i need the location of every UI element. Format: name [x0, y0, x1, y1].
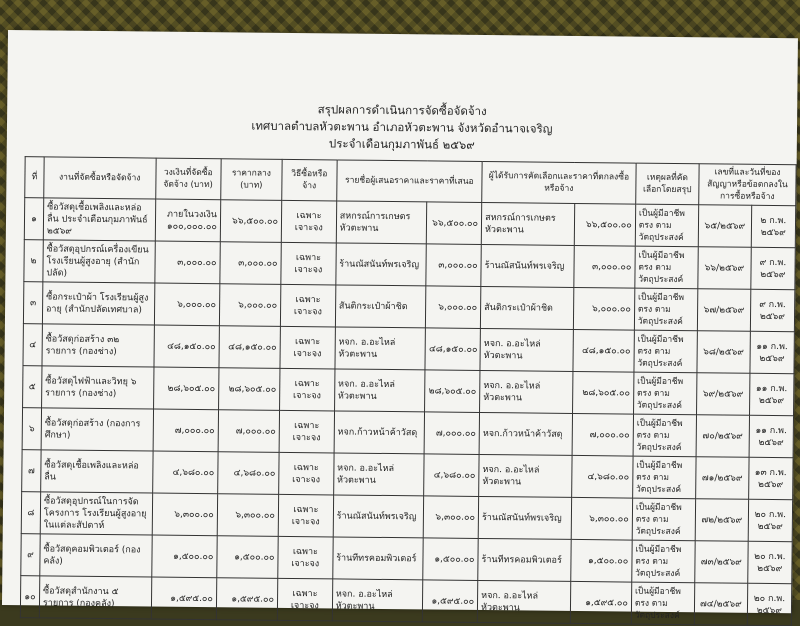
row-contract-date: ๒๐ ก.พ. ๒๕๖๙: [747, 583, 792, 625]
doc-subtitle-month: ประจำเดือนกุมภาพันธ์ ๒๕๖๙: [328, 136, 475, 152]
col-header-bidders: รายชื่อผู้เสนอราคาและราคาที่เสนอ: [336, 160, 482, 203]
row-item: ซื้อวัสดุก่อสร้าง ๓๒ รายการ (กองช่าง): [42, 324, 154, 367]
document-page: [2, 30, 798, 621]
row-bid-price: ๑,๕๐๐.๐๐: [423, 538, 478, 581]
row-item: ซื้อวัสดุคอมพิวเตอร์ (กองคลัง): [40, 534, 152, 577]
row-contract-date: ๑๓ ก.พ. ๒๕๖๙: [748, 457, 793, 499]
row-bid-price: ๖,๐๐๐.๐๐: [426, 286, 481, 329]
row-no: ๖: [22, 408, 41, 450]
doc-title: สรุปผลการดำเนินการจัดซื้อจัดจ้าง: [317, 102, 487, 119]
row-bid-price: ๖๖,๕๐๐.๐๐: [427, 202, 482, 245]
row-bidder: สันติกระเป๋าผ้าชิด: [335, 285, 426, 328]
row-winner: หจก. อ.อะไหล่ หัวตะพาน: [480, 370, 573, 413]
table-row: [20, 576, 791, 626]
row-winner: ร้านณัสนันท์พรเจริญ: [481, 244, 574, 287]
row-item: ซื้อวัสดุสำนักงาน ๕ รายการ (กองคลัง): [39, 576, 151, 619]
row-win-price: ๗,๐๐๐.๐๐: [572, 413, 634, 456]
row-win-price: ๒๘,๖๐๕.๐๐: [572, 371, 634, 414]
row-no: ๗: [22, 450, 41, 492]
row-reason: เป็นผู้มีอาชีพตรง ตามวัตถุประสงค์: [632, 456, 696, 499]
row-item: ซื้อวัสดุก่อสร้าง (กองการศึกษา): [41, 408, 153, 451]
row-reason: เป็นผู้มีอาชีพตรง ตามวัตถุประสงค์: [635, 204, 699, 247]
row-budget: ๗,๐๐๐.๐๐: [153, 409, 219, 452]
row-reason: เป็นผู้มีอาชีพตรง ตามวัตถุประสงค์: [634, 330, 698, 373]
col-header-method: วิธีซื้อหรือจ้าง: [282, 159, 337, 201]
col-header-median: ราคากลาง (บาท): [221, 159, 283, 201]
row-bid-price: ๒๘,๖๐๕.๐๐: [425, 370, 480, 413]
row-item: ซื้อวัสดุอุปกรณ์เครื่องเขียน โรงเรียนผู้สูงอายุ (สำนักปลัด): [43, 240, 155, 283]
row-contract-date: ๑๑ ก.พ. ๒๕๖๙: [749, 415, 794, 457]
row-win-price: ๓,๐๐๐.๐๐: [574, 245, 636, 288]
row-budget: ๑,๕๐๐.๐๐: [151, 535, 217, 578]
row-item: ซื้อวัสดุไฟฟ้าและวิทยุ ๖ รายการ (กองช่าง): [41, 366, 153, 409]
row-budget: ๒๘,๖๐๕.๐๐: [153, 367, 219, 410]
row-bid-price: ๓,๐๐๐.๐๐: [426, 244, 481, 287]
row-method: เฉพาะเจาะจง: [280, 326, 335, 369]
row-bidder: ร้านทีทรคอมพิวเตอร์: [333, 537, 424, 580]
col-header-reason: เหตุผลที่คัดเลือกโดยสรุป: [636, 163, 700, 205]
row-bidder: สหกรณ์การเกษตรหัวตะพาน: [336, 201, 427, 244]
row-win-price: ๖,๐๐๐.๐๐: [573, 287, 635, 330]
row-win-price: ๔,๖๘๐.๐๐: [571, 455, 633, 498]
row-reason: เป็นผู้มีอาชีพตรง ตามวัตถุประสงค์: [634, 288, 698, 331]
row-no: ๒: [24, 240, 43, 282]
row-contract-date: ๑๑ ก.พ. ๒๕๖๙: [750, 331, 795, 373]
row-method: เฉพาะเจาะจง: [278, 494, 333, 537]
row-method: เฉพาะเจาะจง: [281, 200, 336, 243]
row-reason: เป็นผู้มีอาชีพตรง ตามวัตถุประสงค์: [632, 498, 696, 541]
row-method: เฉพาะเจาะจง: [279, 452, 334, 495]
row-bidder: หจก. อ.อะไหล่ หัวตะพาน: [333, 453, 424, 496]
row-median: ๗,๐๐๐.๐๐: [218, 410, 280, 453]
row-no: ๑๐: [20, 576, 39, 618]
row-winner: หจก. อ.อะไหล่ หัวตะพาน: [480, 328, 573, 371]
row-method: เฉพาะเจาะจง: [279, 410, 334, 453]
row-contract-date: ๒๐ ก.พ. ๒๕๖๙: [747, 541, 792, 583]
col-header-budget: วงเงินที่จัดซื้อจัดจ้าง (บาท): [155, 158, 221, 200]
row-contract-no: ๖๘/๒๕๖๙: [697, 331, 750, 374]
col-header-item: งานที่จัดซื้อหรือจัดจ้าง: [44, 157, 156, 199]
row-winner: หจก. อ.อะไหล่ หัวตะพาน: [479, 454, 572, 497]
col-header-no: ที่: [25, 157, 44, 198]
row-median: ๖,๓๐๐.๐๐: [217, 494, 279, 537]
row-method: เฉพาะเจาะจง: [281, 242, 336, 285]
row-win-price: ๑,๕๐๐.๐๐: [571, 539, 633, 582]
row-budget: ๑,๕๙๕.๐๐: [151, 577, 217, 620]
row-item: ซื้อวัสดุอุปกรณ์ในการจัดโครงการ โรงเรียนผู้สูงอายุในแต่ละสัปดาห์: [40, 492, 152, 535]
row-reason: เป็นผู้มีอาชีพตรง ตามวัตถุประสงค์: [633, 414, 697, 457]
row-method: เฉพาะเจาะจง: [280, 284, 335, 327]
row-bidder: ร้านณัสนันท์พรเจริญ: [333, 495, 424, 538]
procurement-table: [20, 156, 797, 626]
row-bidder: หจก. อ.อะไหล่ หัวตะพาน: [334, 369, 425, 412]
row-contract-date: ๙ ก.พ. ๒๕๖๙: [750, 247, 795, 289]
row-winner: สหกรณ์การเกษตรหัวตะพาน: [481, 202, 574, 245]
row-budget: ๓,๐๐๐.๐๐: [154, 241, 220, 284]
row-contract-no: ๖๙/๒๕๖๙: [697, 373, 750, 416]
row-winner: ร้านทีทรคอมพิวเตอร์: [478, 538, 571, 581]
row-contract-date: ๙ ก.พ. ๒๕๖๙: [750, 289, 795, 331]
col-header-contract: เลขที่และวันที่ของสัญญาหรือข้อตกลงในการซื้อหรือจ้าง: [699, 164, 796, 206]
row-no: ๕: [23, 366, 42, 408]
row-reason: เป็นผู้มีอาชีพตรง ตามวัตถุประสงค์: [635, 246, 699, 289]
row-win-price: ๑,๕๙๕.๐๐: [570, 581, 632, 624]
row-winner: หจก. อ.อะไหล่ หัวตะพาน: [477, 580, 570, 623]
row-budget: ๔,๖๘๐.๐๐: [152, 451, 218, 494]
row-contract-no: ๗๓/๒๕๖๙: [695, 541, 748, 584]
row-contract-no: ๖๕/๒๕๖๙: [698, 205, 751, 248]
row-bidder: หจก. อ.อะไหล่ หัวตะพาน: [332, 579, 423, 622]
row-reason: เป็นผู้มีอาชีพตรง ตามวัตถุประสงค์: [632, 540, 696, 583]
row-median: ๑,๕๙๕.๐๐: [216, 578, 278, 621]
row-no: ๙: [21, 534, 40, 576]
row-contract-no: ๖๖/๒๕๖๙: [698, 247, 751, 290]
row-reason: เป็นผู้มีอาชีพตรง ตามวัตถุประสงค์: [633, 372, 697, 415]
row-median: ๑,๕๐๐.๐๐: [217, 536, 279, 579]
row-item: ซื้อวัสดุเชื้อเพลิงและหล่อลื่น ประจำเดือนกุมภาพันธ์ ๒๕๖๙: [43, 198, 155, 241]
row-budget: ๖,๐๐๐.๐๐: [154, 283, 220, 326]
row-budget: ๔๘,๑๕๐.๐๐: [154, 325, 220, 368]
row-winner: ร้านณัสนันท์พรเจริญ: [478, 496, 571, 539]
row-contract-date: ๒๐ ก.พ. ๒๕๖๙: [748, 499, 793, 541]
row-budget: ภายในวงเงิน ๑๐๐,๐๐๐.๐๐: [155, 199, 221, 242]
row-bidder: ร้านณัสนันท์พรเจริญ: [336, 243, 427, 286]
row-bidder: หจก. อ.อะไหล่ หัวตะพาน: [335, 327, 426, 370]
row-no: ๔: [23, 324, 42, 366]
row-median: ๖,๐๐๐.๐๐: [219, 284, 281, 327]
row-median: ๒๘,๖๐๕.๐๐: [218, 368, 280, 411]
row-budget: ๖,๓๐๐.๐๐: [152, 493, 218, 536]
col-header-winner: ผู้ได้รับการคัดเลือกและราคาที่ตกลงซื้อหรือจ้าง: [482, 161, 636, 204]
row-method: เฉพาะเจาะจง: [277, 578, 332, 621]
row-method: เฉพาะเจาะจง: [278, 536, 333, 579]
row-bid-price: ๔๘,๑๕๐.๐๐: [425, 328, 480, 371]
row-contract-no: ๗๐/๒๕๖๙: [696, 415, 749, 458]
row-median: ๔,๖๘๐.๐๐: [218, 452, 280, 495]
row-contract-date: ๒ ก.พ. ๒๕๖๙: [751, 205, 796, 247]
row-contract-no: ๗๔/๒๕๖๙: [694, 583, 747, 626]
row-bid-price: ๔,๖๘๐.๐๐: [424, 454, 479, 497]
row-no: ๘: [21, 492, 40, 534]
row-contract-no: ๗๒/๒๕๖๙: [695, 499, 748, 542]
row-bid-price: ๑,๕๙๕.๐๐: [423, 580, 478, 623]
row-win-price: ๖,๓๐๐.๐๐: [571, 497, 633, 540]
row-item: ซื้อกระเป๋าผ้า โรงเรียนผู้สูงอายุ (สำนักปลัดเทศบาล): [42, 282, 154, 325]
row-bidder: หจก.ก้าวหน้าค้าวัสดุ: [334, 411, 425, 454]
row-median: ๖๖,๕๐๐.๐๐: [220, 200, 282, 243]
row-contract-no: ๖๗/๒๕๖๙: [697, 289, 750, 332]
row-reason: เป็นผู้มีอาชีพตรง ตามวัตถุประสงค์: [631, 582, 695, 625]
row-median: ๓,๐๐๐.๐๐: [220, 242, 282, 285]
row-win-price: ๖๖,๕๐๐.๐๐: [574, 203, 636, 246]
row-contract-date: ๑๑ ก.พ. ๒๕๖๙: [749, 373, 794, 415]
row-contract-no: ๗๑/๒๕๖๙: [696, 457, 749, 500]
row-win-price: ๔๘,๑๕๐.๐๐: [573, 329, 635, 372]
row-no: ๑: [24, 198, 43, 240]
row-method: เฉพาะเจาะจง: [280, 368, 335, 411]
row-bid-price: ๖,๓๐๐.๐๐: [424, 496, 479, 539]
row-no: ๓: [23, 282, 42, 324]
row-median: ๔๘,๑๕๐.๐๐: [219, 326, 281, 369]
row-item: ซื้อวัสดุเชื้อเพลิงและหล่อลื่น: [41, 450, 153, 493]
row-winner: สันติกระเป๋าผ้าชิด: [480, 286, 573, 329]
row-winner: หจก.ก้าวหน้าค้าวัสดุ: [479, 412, 572, 455]
row-bid-price: ๗,๐๐๐.๐๐: [424, 412, 479, 455]
doc-subtitle-org: เทศบาลตำบลหัวตะพาน อำเภอหัวตะพาน จังหวัดอำนาจเจริญ: [251, 118, 553, 136]
